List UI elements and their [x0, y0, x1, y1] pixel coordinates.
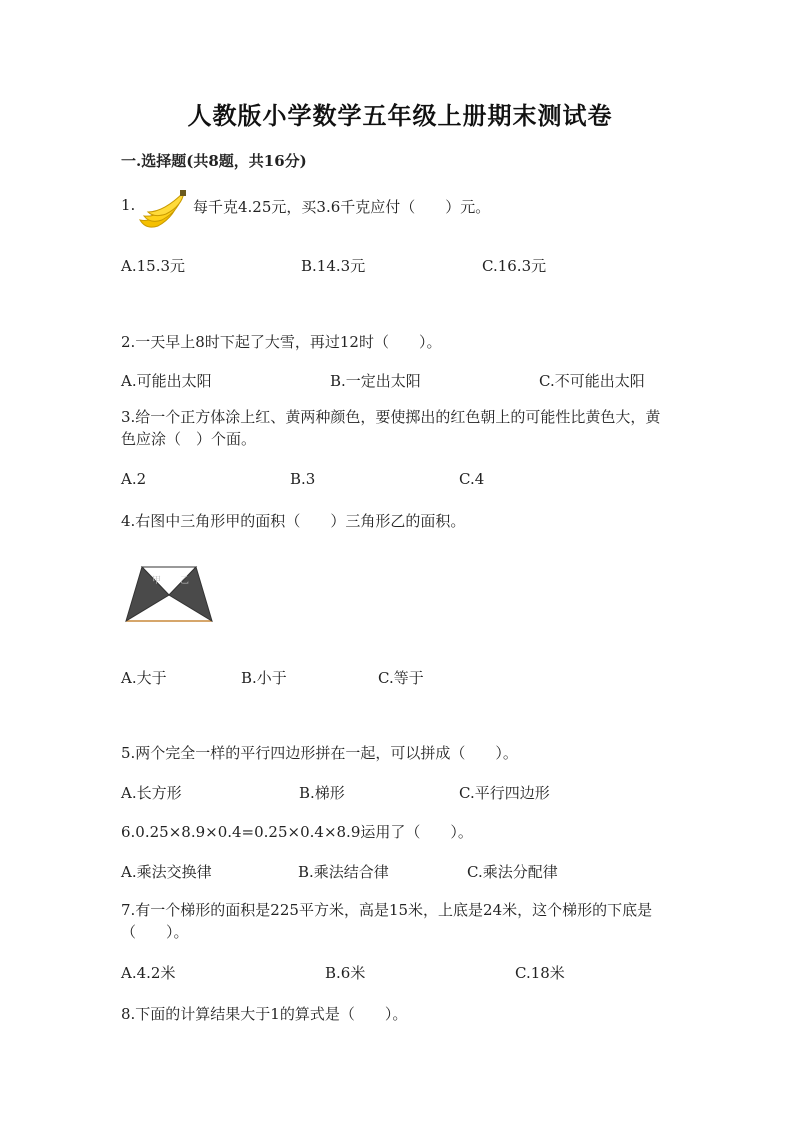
- q5-option-a[interactable]: A.长方形: [121, 784, 182, 802]
- q3-option-b[interactable]: B.3: [290, 470, 316, 488]
- q7-option-a[interactable]: A.4.2米: [121, 964, 176, 982]
- question-8-text: 8.下面的计算结果大于1的算式是（ ）。: [121, 1005, 408, 1023]
- question-5-text: 5.两个完全一样的平行四边形拼在一起，可以拼成（ ）。: [121, 744, 518, 762]
- q5-option-b[interactable]: B.梯形: [299, 784, 345, 802]
- q1-option-c[interactable]: C.16.3元: [482, 257, 547, 275]
- question-7-text: 7.有一个梯形的面积是225平方米，高是15米，上底是24米，这个梯形的下底是（ ）。: [121, 901, 653, 941]
- q4-option-b[interactable]: B.小于: [241, 669, 287, 687]
- q6-option-b[interactable]: B.乘法结合律: [298, 863, 389, 881]
- banana-picture: [136, 190, 188, 232]
- page-title: 人教版小学数学五年级上册期末测试卷: [187, 101, 613, 130]
- q5-option-c[interactable]: C.平行四边形: [459, 784, 550, 802]
- q3-option-a[interactable]: A.2: [121, 470, 147, 488]
- q1-option-a[interactable]: A.15.3元: [121, 257, 185, 275]
- q2-option-b[interactable]: B.一定出太阳: [330, 372, 421, 390]
- q2-option-a[interactable]: A.可能出太阳: [121, 372, 212, 390]
- q6-option-c[interactable]: C.乘法分配律: [467, 863, 558, 881]
- triangle-figure: [122, 561, 216, 626]
- figure-label-yi: 乙: [180, 576, 190, 586]
- question-1-text: 每千克4.25元，买3.6千克应付（ ）元。: [193, 198, 491, 216]
- question-1-number: 1.: [121, 196, 136, 214]
- q6-option-a[interactable]: A.乘法交换律: [121, 863, 212, 881]
- q4-option-c[interactable]: C.等于: [378, 669, 424, 687]
- question-4-text: 4.右图中三角形甲的面积（ ）三角形乙的面积。: [121, 512, 466, 530]
- q3-option-c[interactable]: C.4: [459, 470, 485, 488]
- q2-option-c[interactable]: C.不可能出太阳: [539, 372, 645, 390]
- q7-option-b[interactable]: B.6米: [325, 964, 366, 982]
- q4-option-a[interactable]: A.大于: [121, 669, 167, 687]
- section-heading: 一.选择题(共8题，共16分): [121, 152, 307, 170]
- question-3-text: 3.给一个正方体涂上红、黄两种颜色，要使掷出的红色朝上的可能性比黄色大，黄色应涂（ ）个面。: [121, 408, 661, 448]
- question-2-text: 2.一天早上8时下起了大雪，再过12时（ ）。: [121, 333, 442, 351]
- q7-option-c[interactable]: C.18米: [515, 964, 565, 982]
- figure-label-jia: 甲: [152, 576, 162, 586]
- question-6-text: 6.0.25×8.9×0.4=0.25×0.4×8.9运用了（ ）。: [121, 823, 473, 841]
- q1-option-b[interactable]: B.14.3元: [301, 257, 366, 275]
